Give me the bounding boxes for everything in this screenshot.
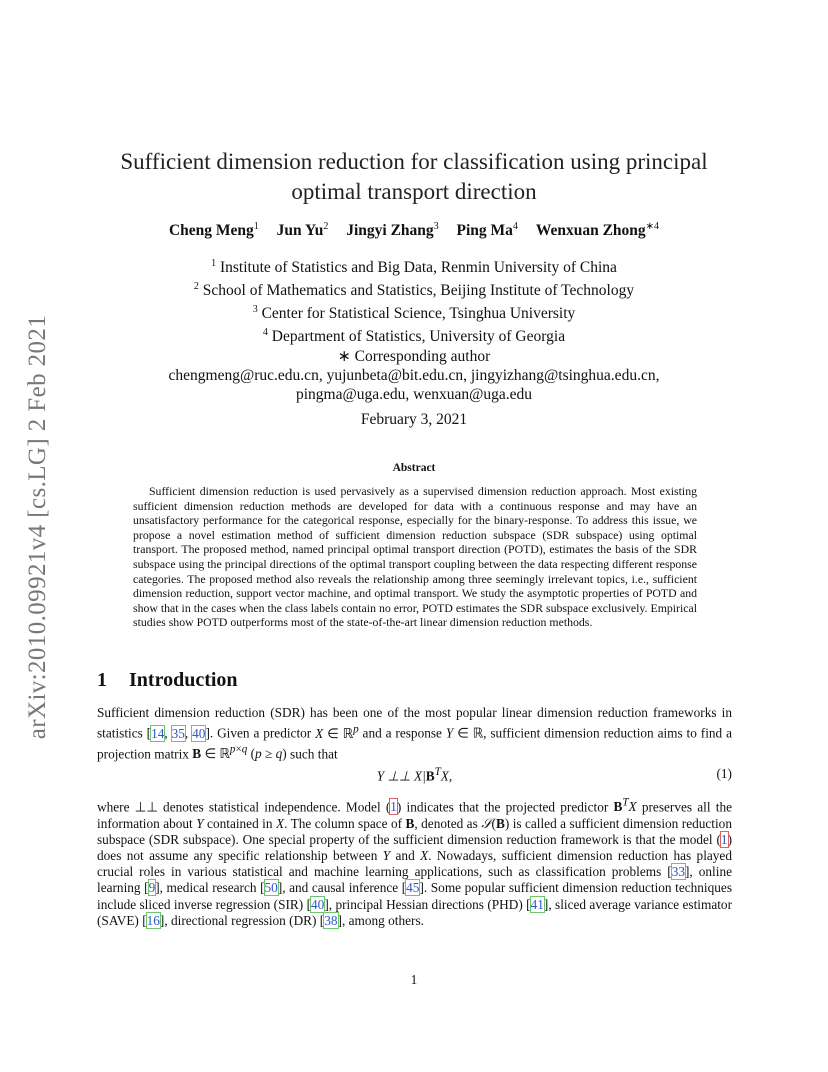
paper-date: February 3, 2021 [360,411,468,428]
math-inline: X ∈ ℝ$^p$ [315,723,359,741]
author-list [80,221,748,240]
citation-link[interactable]: 16 [146,912,160,928]
corresponding-author-note: ∗ Corresponding author [337,347,491,365]
author: Jun Yu$^2$ [276,221,329,240]
author: Wenxuan Zhong$^{∗4}$ [535,221,660,240]
citation-link[interactable]: 33 [671,864,685,880]
math-inline: 𝒮(B) [481,815,510,831]
title-line-1: Sufficient dimension reduction for classification using principal [120,149,708,174]
equation-number: (1) [716,766,732,781]
math-inline: $B^TX$ [613,797,637,815]
affiliation: $^1$ Institute of Statistics and Big Data, Renmin University of China [211,258,617,277]
abstract-text: Sufficient dimension reduction is used pervasively as a supervised dimension reduction approach. Most existing sufficient dimension reduction methods are developed for data with a continuous response and may have an unsatisfactory performance for the categorical response, especially for the binary-response. To address this issue, we propose a novel estimation method of sufficient dimension reduction subspace (SDR subspace) using optimal transport. The proposed method, named principal optimal transport direction (POTD), estimates the basis of the SDR subspace using the principal directions of the optimal transport coupling between the data respecting different response categories. The proposed method also reveals the relationship among three seemingly irrelevant topics, i.e., sufficient dimension reduction, support vector machine, and optimal transport. We study the asymptotic properties of POTD and show that in the cases when the class labels contain no error, POTD estimates the SDR subspace exclusively. Empirical studies show POTD outperforms most of the state-of-the-art linear dimension reduction methods. [133,484,697,630]
citation-link[interactable]: 14 [151,725,165,741]
intro-paragraph-2: where ⊥⊥ denotes statistical independence. Model (1) indicates that the projected predictor $B^TX$ preserves all the information about Y contained in X. The column space of B, denoted as 𝒮(B) is called a sufficient dimension reduction subspace (SDR subspace). One special property of the sufficient dimension reduction framework is that the model (1) does not assume any specific relationship between Y and X. Nowadays, sufficient dimension reduction has played crucial roles in various statistical and machine learning applications, such as classification problems [33], online learning [9], medical research [50], and causal inference [45]. Some popular sufficient dimension reduction techniques include sliced inverse regression (SIR) [40], principal Hessian directions (PHD) [41], sliced average variance estimator (SAVE) [16], directional regression (DR) [38], among others. [97,797,732,928]
email-line: pingma@uga.edu, wenxuan@uga.edu [295,385,532,403]
math-inline: Y ∈ ℝ [445,725,484,741]
email-line: chengmeng@ruc.edu.cn, yujunbeta@bit.edu.cn, jingyizhang@tsinghua.edu.cn, [168,366,660,384]
author: Cheng Meng$^1$ [168,221,259,240]
affiliation: $^4$ Department of Statistics, University of Georgia [262,327,566,346]
section-heading [97,669,238,692]
citation-link[interactable]: 35 [171,725,185,741]
abstract-heading: Abstract [392,462,436,474]
paper-title [80,147,748,207]
citation-link[interactable]: 40 [192,725,206,741]
author: Jingyi Zhang$^3$ [346,221,439,240]
citation-link[interactable]: 45 [406,880,420,896]
arxiv-identifier: arXiv:2010.09921v4 [cs.LG] 2 Feb 2021 [24,314,51,740]
affiliations [80,254,748,404]
affiliation: $^3$ Center for Statistical Science, Tsinghua University [252,304,576,323]
equation-reference-link[interactable]: 1 [390,799,397,815]
equation-math: Y ⊥⊥ $X|B^TX$, [376,766,453,784]
author: Ping Ma$^4$ [456,221,518,240]
affiliation: $^2$ School of Mathematics and Statistics, Beijing Institute of Technology [193,281,635,300]
equation-reference-link[interactable]: 1 [720,831,728,847]
citation-link[interactable]: 9 [148,880,156,896]
section-title: Introduction [129,669,238,691]
intro-paragraph-1: Sufficient dimension reduction (SDR) has been one of the most popular linear dimension reduction frameworks in statistics [14, 35, 40]. Given a predictor X ∈ ℝ$^p$ and a response Y ∈ ℝ, sufficient dimension reduction aims to find a projection matrix B ∈ ℝ$^{p\times q}$ (p ≥ q) such that [97,705,732,762]
citation-link[interactable]: 40 [311,896,325,912]
title-line-2: optimal transport direction [291,179,537,204]
page-number: 1 [410,972,418,987]
math-inline: B ∈ ℝ$^{p\times q}$ (p ≥ q) [192,743,287,762]
citation-link[interactable]: 38 [324,912,338,928]
citation-link[interactable]: 41 [530,896,544,912]
citation-link[interactable]: 50 [264,880,278,896]
section-number: 1 [97,669,107,691]
equation-1 [97,766,732,784]
